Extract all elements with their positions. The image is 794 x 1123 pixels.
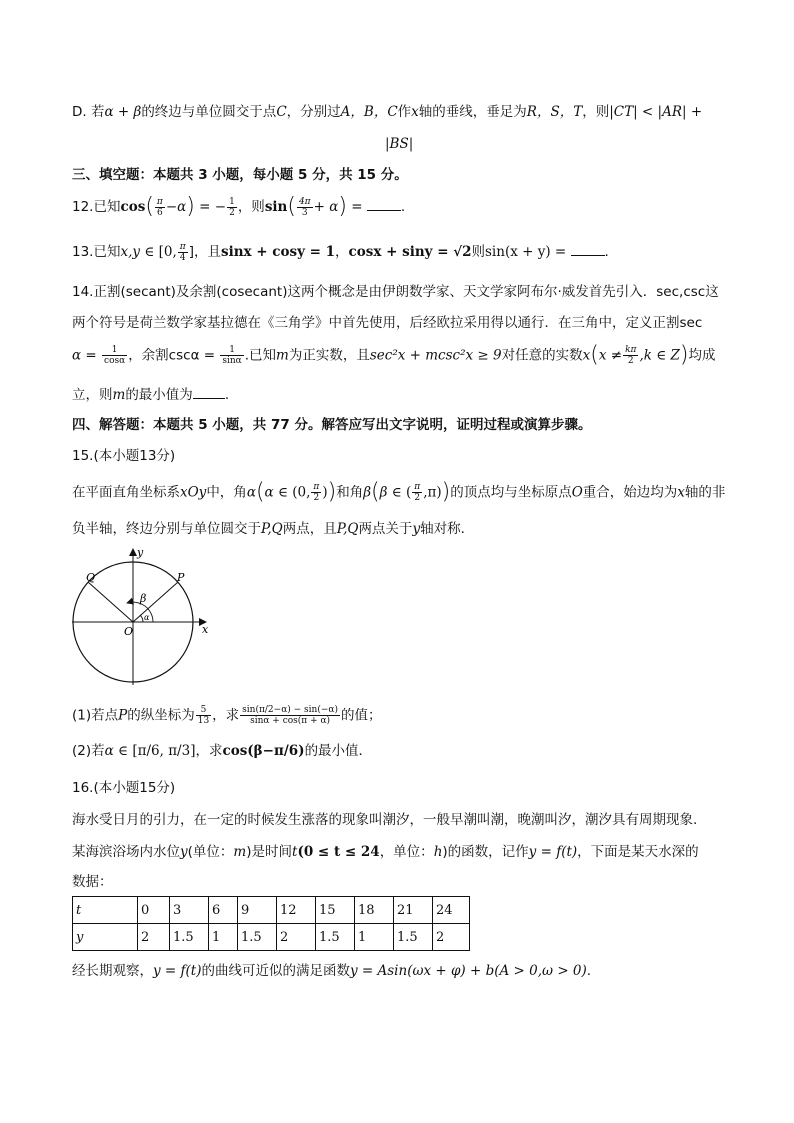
question-14-line-2: 两个符号是荷兰数学家基拉德在《三角学》中首先使用，后经欧拉采用得以通行．在三角中，定义正割sec — [72, 315, 703, 331]
unit-circle-figure — [72, 545, 222, 685]
question-15-part-1: (1)若点P的纵坐标为 $\frac{5}{13}$ ，求 $\frac{\sin(\pi/2-\alpha) - \sin(-\alpha)}{\sin\alpha + \cos(\pi + \alpha)}$ 的值； — [72, 705, 382, 726]
fraction: $\frac{1}{\cos\alpha}$ — [104, 345, 126, 366]
table-cell: 21 — [394, 897, 433, 924]
question-14-line-1: 14.正割(secant)及余割(cosecant)这两个概念是由伊朗数学家、天文学家阿布尔·威发首先引入．sec,csc这 — [72, 284, 719, 300]
answer-blank[interactable] — [367, 196, 401, 211]
question-16-line-4: 经长期观察，y = f(t)的曲线可近似的满足函数y = Asin(ωx + φ) + b(A > 0,ω > 0). — [72, 963, 592, 979]
section-4-title: 四、解答题：本题共 5 小题，共 77 分。解答应写出文字说明，证明过程或演算步骤。 — [72, 417, 592, 433]
question-15-line-1: 在平面直角坐标系xOy中，角α(α ∈ (0, $\frac{\pi}{2}$ ))和角β(β ∈ ( $\frac{\pi}{2}$ ,π))的顶点均与坐标原点O重合，始边均为x轴的非 — [72, 479, 726, 505]
option-d: D. 若α + β的终边与单位圆交于点C，分别过A，B，C作x轴的垂线，垂足为R，S，T，则|CT| < |AR| + — [72, 104, 703, 120]
table-cell: 1.5 — [238, 924, 277, 951]
terminal-side-q — [88, 582, 133, 622]
table-cell: 1 — [209, 924, 238, 951]
question-14-line-3: α = $\frac{1}{\cos\alpha}$ ，余割cscα = $\frac{1}{\sin\alpha}$ .已知m为正实数，且sec²x + mcsc²x ≥ 9对任意的实数x(x ≠ $\frac{k\pi}{2}$ ,k ∈ Z)均成 — [72, 342, 716, 368]
table-cell: 12 — [277, 897, 316, 924]
question-16-line-1: 海水受日月的引力，在一定的时候发生涨落的现象叫潮汐，一般早潮叫潮，晚潮叫汐，潮汐具有周期现象. — [72, 812, 698, 828]
fraction: $\frac{1}{2}$ — [229, 196, 235, 218]
table-cell: 2 — [433, 924, 470, 951]
table-cell: 1.5 — [394, 924, 433, 951]
table-cell: 24 — [433, 897, 470, 924]
fraction: $\frac{\pi}{2}$ — [414, 482, 421, 503]
label-x: x — [202, 623, 209, 636]
question-15-part-2: (2)若α ∈ [π/6, π/3]，求cos(β−π/6)的最小值． — [72, 743, 373, 759]
fraction: $\frac{5}{13}$ — [197, 705, 210, 726]
table-cell: 9 — [238, 897, 277, 924]
question-13: 13.已知x,y ∈ [0, $\frac{\pi}{4}$ ]，且sinx + cosy = 1，cosx + siny = √2则sin(x + y) = . — [72, 241, 609, 263]
table-cell: 1.5 — [316, 924, 355, 951]
table-cell: 15 — [316, 897, 355, 924]
label-alpha: α — [144, 613, 150, 622]
fraction: $\frac{\pi}{2}$ — [313, 482, 320, 503]
table-cell: 2 — [138, 924, 170, 951]
label-beta: β — [140, 592, 147, 605]
table-cell: 2 — [277, 924, 316, 951]
question-14-line-4: 立，则m的最小值为 . — [72, 384, 229, 405]
label-y: y — [137, 546, 144, 559]
question-12: 12.已知cos( $\frac{\pi}{6}$ −α) = − $\frac{1}{2}$ ，则sin( $\frac{4\pi}{3}$ + α) = . — [72, 194, 406, 219]
fraction: $\frac{\pi}{4}$ — [179, 241, 186, 263]
question-16-header: 16.(本小题15分) — [72, 780, 176, 796]
table-cell: 3 — [170, 897, 209, 924]
table-cell: y — [73, 924, 138, 951]
label-p: P — [177, 571, 185, 584]
expression-fraction: $\frac{\sin(\pi/2-\alpha) - \sin(-\alpha)}{\sin\alpha + \cos(\pi + \alpha)}$ — [242, 705, 338, 726]
question-16-line-2: 某海滨浴场内水位y(单位：m)是时间t(0 ≤ t ≤ 24，单位：h)的函数，记作y = f(t)，下面是某天水深的 — [72, 844, 699, 860]
water-depth-table — [72, 896, 470, 951]
table-row — [73, 897, 470, 924]
answer-blank[interactable] — [571, 241, 605, 256]
fraction: $\frac{k\pi}{2}$ — [625, 345, 637, 366]
question-16-line-3: 数据： — [72, 874, 113, 890]
table-cell: t — [73, 897, 138, 924]
table-cell: 6 — [209, 897, 238, 924]
table-cell: 0 — [138, 897, 170, 924]
question-15-header: 15.(本小题13分) — [72, 448, 176, 464]
fraction: $\frac{4\pi}{3}$ — [298, 196, 311, 218]
label-o: O — [124, 625, 134, 638]
fraction: $\frac{\pi}{6}$ — [156, 196, 163, 218]
table-cell: 1 — [355, 924, 394, 951]
table-row — [73, 924, 470, 951]
table-cell: 18 — [355, 897, 394, 924]
table-cell: 1.5 — [170, 924, 209, 951]
fraction: $\frac{1}{\sin\alpha}$ — [222, 345, 242, 366]
answer-blank[interactable] — [193, 384, 225, 399]
label-q: Q — [86, 571, 96, 584]
option-d-continuation: |BS| — [385, 136, 414, 152]
question-15-line-2: 负半轴，终边分别与单位圆交于P,Q两点，且P,Q两点关于y轴对称． — [72, 521, 475, 537]
alpha-arc — [140, 615, 143, 622]
section-3-title: 三、填空题：本题共 3 小题，每小题 5 分，共 15 分。 — [72, 167, 408, 183]
